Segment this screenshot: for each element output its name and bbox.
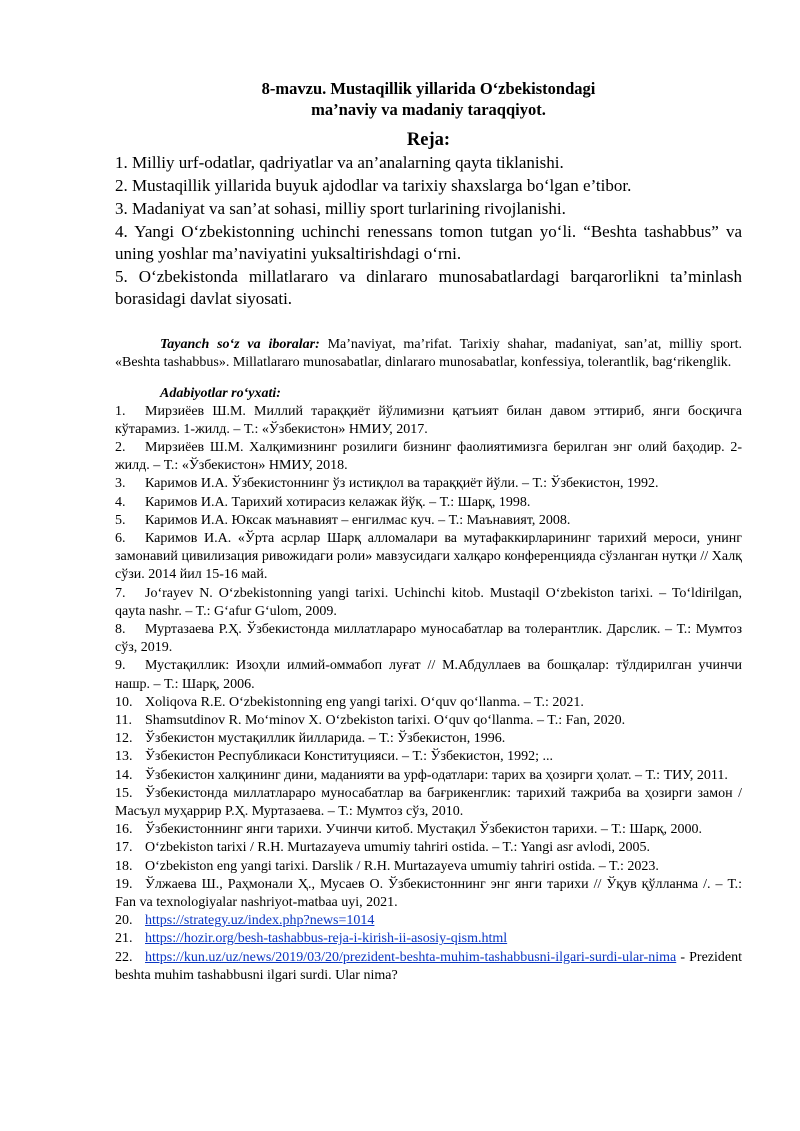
reference-text: Каримов И.А. «Ўрта асрлар Шарқ алломалари ва мутафаккирларининг тарихий мероси, унинг замонавий цивилизация ривожидаги роли» мавзусидаги халқаро конференцияда сўзланган нутқи // Халқ сўзи. 2014 йил 15-16 май. [115,530,742,583]
reference-url-link[interactable]: https://strategy.uz/index.php?news=1014 [145,913,375,929]
plan-item: 2. Mustaqillik yillarida buyuk ajdodlar va tarixiy shaxslarga bo‘lgan e’tibor. [115,176,632,195]
reference-item [115,512,742,530]
reference-number: 13. [115,749,133,765]
reference-text: Каримов И.А. Ўзбекистоннинг ўз истиқлол ва тараққиёт йўли. – Т.: Ўзбекистон, 1992. [145,476,659,492]
reference-item [115,403,742,439]
reference-item [115,858,742,876]
reference-number: 3. [115,476,126,492]
reference-item [115,494,742,512]
reference-number: 9. [115,658,126,674]
plan-item: 1. Milliy urf-odatlar, qadriyatlar va an’analarning qayta tiklanishi. [115,153,564,172]
reference-number: 12. [115,731,133,747]
reference-number: 22. [115,949,133,965]
reference-text: Муртазаева Р.Ҳ. Ўзбекистонда миллатлараро муносабатлар ва толерантлик. Дарслик. – Т.: Мумтоз сўз, 2019. [115,621,742,656]
reference-text: Ўзбекистон мустақиллик йилларида. – Т.: Ўзбекистон, 1996. [145,731,506,747]
reference-item [115,821,742,839]
plan-item: 5. O‘zbekistonda millatlararo va dinlararo munosabatlardagi barqarorlikni ta’minlash borasidagi davlat siyosati. [115,267,742,308]
reference-item [115,621,742,657]
reference-item [115,767,742,785]
plan-item: 4. Yangi O‘zbekistonning uchinchi renessans tomon tutgan yo‘li. “Beshta tashabbus” va uning yoshlar ma’naviyatini yuksaltirishdagi o‘rni. [115,222,742,263]
reference-link-item [115,949,742,985]
reference-text: O‘zbekiston eng yangi tarixi. Darslik / R.H. Murtazayeva umumiy tahriri ostida. – T.: 2023. [145,858,659,874]
keywords-paragraph [115,336,742,371]
reference-item [115,839,742,857]
reference-item [115,730,742,748]
reference-item [115,657,742,693]
reference-text: Каримов И.А. Юксак маънавият – енгилмас куч. – Т.: Маънавият, 2008. [145,512,571,528]
reference-link-item [115,930,742,948]
reference-item [115,712,742,730]
title-line-2: ma’naviy va madaniy taraqqiyot. [311,100,546,119]
reference-text: Xoliqova R.E. O‘zbekistonning eng yangi tarixi. O‘quv qo‘llanma. – T.: 2021. [145,694,584,710]
reference-link-item [115,912,742,930]
reference-number: 2. [115,439,126,455]
reference-number: 19. [115,876,133,892]
reference-text: Ўзбекистоннинг янги тарихи. Учинчи китоб. Мустақил Ўзбекистон тарихи. – Т.: Шарқ, 2000. [145,822,703,838]
literature-heading: Adabiyotlar ro‘yxati: [160,386,281,401]
reference-text: O‘zbekiston tarixi / R.H. Murtazayeva umumiy tahriri ostida. – T.: Yangi asr avlodi, 2005. [145,840,650,856]
plan-list [115,152,742,310]
reference-text: Мустақиллик: Изоҳли илмий-оммабоп луғат // М.Абдуллаев ва бошқалар: тўлдирилган учинчи нашр. – Т.: Шарқ, 2006. [115,658,742,692]
reference-number: 6. [115,530,126,546]
reference-number: 15. [115,785,133,801]
reference-text: Мирзиёев Ш.М. Халқимизнинг розилиги бизнинг фаолиятимизга берилган энг олий баҳодир. 2-жилд. – Т.: «Ўзбекистон» НМИУ, 2018. [115,439,742,474]
reference-item [115,475,742,493]
reference-number: 20. [115,913,133,929]
reference-text: Мирзиёев Ш.М. Миллий тараққиёт йўлимизни қатъият билан давом эттириб, янги босқичга кўтарамиз. 1-жилд. – Т.: «Ўзбекистон» НМИУ, 2017. [115,403,742,437]
reference-url-link[interactable]: https://hozir.org/besh-tashabbus-reja-i-kirish-ii-asosiy-qism.html [145,931,508,947]
keywords-text: Ma’naviyat, ma’rifat. Tarixiy shahar, madaniyat, san’at, milliy sport. «Beshta tashabbus». Millatlararo munosabatlar, dinlararo munosabatlar, konfessiya, tolerantlik, bag‘rikenglik. [115,337,742,370]
reference-item [115,530,742,585]
reference-text: Ўзбекистонда миллатлараро муносабатлар ва бағрикенглик: тарихий тажриба ва ҳозирги замон / Масъул муҳаррир Р.Ҳ. Муртазаева. – Т.: Мумтоз сўз, 2010. [115,785,742,819]
reference-text: Shamsutdinov R. Mo‘minov X. O‘zbekiston tarixi. O‘quv qo‘llanma. – T.: Fan, 2020. [145,712,626,728]
reference-number: 14. [115,767,133,783]
reference-text: Jo‘rayev N. O‘zbekistonning yangi tarixi. Uchinchi kitob. Mustaqil O‘zbekiston tarixi. – To‘ldirilgan, qayta nashr. – T.: G‘afur G‘ulom, 2009. [115,585,742,619]
reference-number: 16. [115,822,133,838]
document-page [115,78,742,985]
reference-item [115,694,742,712]
reference-item [115,785,742,821]
reference-item [115,585,742,621]
reference-number: 7. [115,585,126,601]
reference-url-link[interactable]: https://kun.uz/uz/news/2019/03/20/prezident-beshta-muhim-tashabbusni-ilgari-surdi-ular-nima [145,949,677,965]
reference-text: Ўзбекистон халқининг дини, маданияти ва урф-одатлари: тарих ва ҳозирги ҳолат. – Т.: ТИУ, 2011. [145,767,728,783]
reference-number: 17. [115,840,133,856]
plan-heading: Reja: [406,130,451,150]
reference-link-description: - Prezident beshta muhim tashabbusni ilgari surdi. Ular nima? [115,949,742,983]
reference-text: Ўзбекистон Республикаси Конституцияси. – Т.: Ўзбекистон, 1992; ... [145,749,553,765]
reference-number: 10. [115,694,133,710]
reference-text: Ўлжаева Ш., Раҳмонали Ҳ., Мусаев О. Ўзбекистоннинг энг янги тарихи // Ўқув қўлланма /. – Т.: Fan va texnologiyalar nashriyot-matbaa uyi, 2021. [115,876,742,910]
reference-number: 1. [115,403,126,419]
document-title [115,78,742,120]
reference-number: 5. [115,512,126,528]
reference-number: 4. [115,494,126,510]
plan-item: 3. Madaniyat va san’at sohasi, milliy sport turlarining rivojlanishi. [115,199,566,218]
reference-number: 21. [115,931,133,947]
reference-item [115,876,742,912]
keywords-label: Tayanch so‘z va iboralar: [160,337,320,352]
reference-item [115,748,742,766]
reference-list [115,403,742,986]
reference-item [115,439,742,475]
reference-number: 11. [115,712,132,728]
reference-number: 8. [115,621,126,637]
title-line-1: 8-mavzu. Mustaqillik yillarida O‘zbekistondagi [261,79,596,98]
reference-number: 18. [115,858,133,874]
reference-text: Каримов И.А. Тарихий хотирасиз келажак йўқ. – Т.: Шарқ, 1998. [145,494,531,510]
